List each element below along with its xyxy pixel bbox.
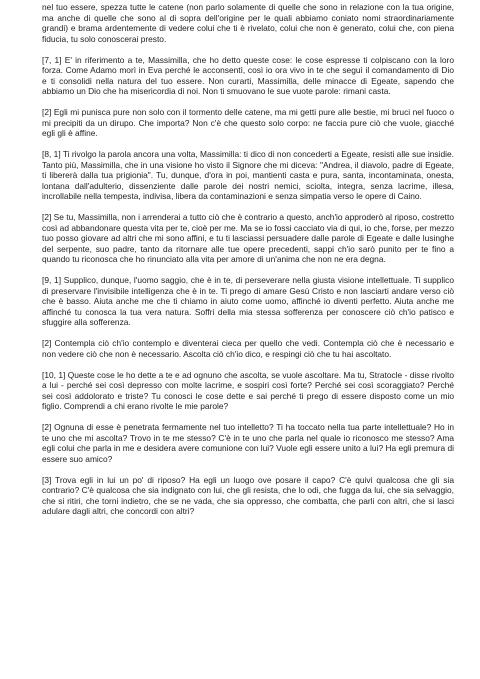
paragraph-8-1: [8, 1] Ti rivolgo la parola ancora una volta, Massimilla: ti dico di non concederti a Egeate, resisti alle sue insidie. Tanto più, Massimilla, che in una visione ho visto il Signore che mi diceva: "Andrea, il diavolo, padre di Egeate, ti libererà dalla tua prigionia". Tu, dunque, d'ora in poi, mantienti casta e pura, santa, incontaminata, onesta, lontana dall'adulterio, dissenziente dalle parole dei nostri nemici, sciolta, integra, senza lacrime, illesa, incrollabile nella tempesta, indivisa, libera da contaminazioni e senza simpatia verso le opere di Caino.	[42, 149, 454, 201]
paragraph-7-2: [2] Egli mi punisca pure non solo con il tormento delle catene, ma mi getti pure alle bestie, mi bruci nel fuoco o mi precipiti da un dirupo. Che importa? Non c'è che questo solo corpo: ne faccia pure ciò che vuole, giacché egli gli è affine.	[42, 107, 454, 138]
paragraph-9-2: [2] Contempla ciò ch'io contemplo e diventerai cieca per quello che vedi. Contempla ciò che è necessario e non vedere ciò che non è necessario. Ascolta ciò ch'io dico, e respingi ciò che tu hai ascoltato.	[42, 338, 454, 359]
paragraph-continuation: nel tuo essere, spezza tutte le catene (non parlo solamente di quelle che sono in relazione con la tua origine, ma anche di quelle che sono al di sopra dell'origine per le quali abbiamo coniato nomi straordinariamente grandi) e brama ardentemente di vedere colui che ti è rivelato, colui che non è generato, colui che, con piena fiducia, tu solo conoscerai presto.	[42, 2, 454, 44]
paragraph-8-2: [2] Se tu, Massimilla, non i arrenderai a tutto ciò che è contrario a questo, anch'io approderò al riposo, costretto così ad abbandonare questa vita per te, cioè per me. Ma se io fossi cacciato via di qui, io che, forse, per mezzo tuo posso giovare ad altri che mi sono affini, e tu ti lasciassi persuadere dalle parole di Egeate e dalle lusinghe del serpente, suo padre, tanto da ritornare alle tue opere precedenti, sappi ch'io sarò punito per te fino a quando tu riconosca che ho rinunciato alla vita per amore di un'anima che non ne era degna.	[42, 212, 454, 264]
paragraph-10-3: [3] Trova egli in lui un po' di riposo? Ha egli un luogo ove posare il capo? C'è quivi qualcosa che gli sia contrario? C'è qualcosa che sia indignato con lui, che gli resista, che lo odi, che fugga da lui, che sia selvaggio, che si ritiri, che torni indietro, che se ne vada, che sia oppresso, che combatta, che parli con altri, che si lasci adulare dagli altri, che concordi con altri?	[42, 474, 454, 516]
paragraph-9-1: [9, 1] Supplico, dunque, l'uomo saggio, che è in te, di perseverare nella giusta visione intellettuale. Ti supplico di preservare l'invisibile intelligenza che è in te. Ti prego di amare Gesù Cristo e non lasciarti andare verso ciò che è basso. Aiuta anche me che ti chiamo in aiuto come uomo, affinché io diventi perfetto. Aiuta anche me affinché tu conosca la tua vera natura. Soffri della mia stessa sofferenza per conoscere ciò ch'io patisco e sfuggire alla sofferenza.	[42, 275, 454, 327]
paragraph-7-1: [7, 1] E' in riferimento a te, Massimilla, che ho detto queste cose: le cose espresse ti colpiscano con la loro forza. Come Adamo morì in Eva perché le acconsentì, così io ora vivo in te che seguì il comandamento di Dio e ti consolidi nella natura del tuo essere. Non curarti, Massimilla, delle minacce di Egeate, sapendo che abbiamo un Dio che ha misericordia di noi. Non ti smuovano le sue vuote parole: rimani casta.	[42, 54, 454, 96]
paragraph-10-1: [10, 1] Queste cose le ho dette a te e ad ognuno che ascolta, se vuole ascoltare. Ma tu, Stratocle - disse rivolto a lui - perché sei così depresso con molte lacrime, e sospiri così forte? Perché sei così scoraggiato? Perché sei così addolorato e triste? Tu conosci le cose dette e sai perché ti prego di essere disposto come un mio figlio. Comprendi a chi erano rivolte le mie parole?	[42, 369, 454, 411]
paragraph-10-2: [2] Ognuna di esse è penetrata fermamente nel tuo intelletto? Ti ha toccato nella tua parte intellettuale? Ho in te uno che mi ascolta? Trovo in te me stesso? C'è in te uno che parla nel quale io riconosco me stesso? Ama egli colui che parla in me e desidera avere comunione con lui? Vuole egli essere unito a lui? Ha egli premura di essere suo amico?	[42, 422, 454, 464]
